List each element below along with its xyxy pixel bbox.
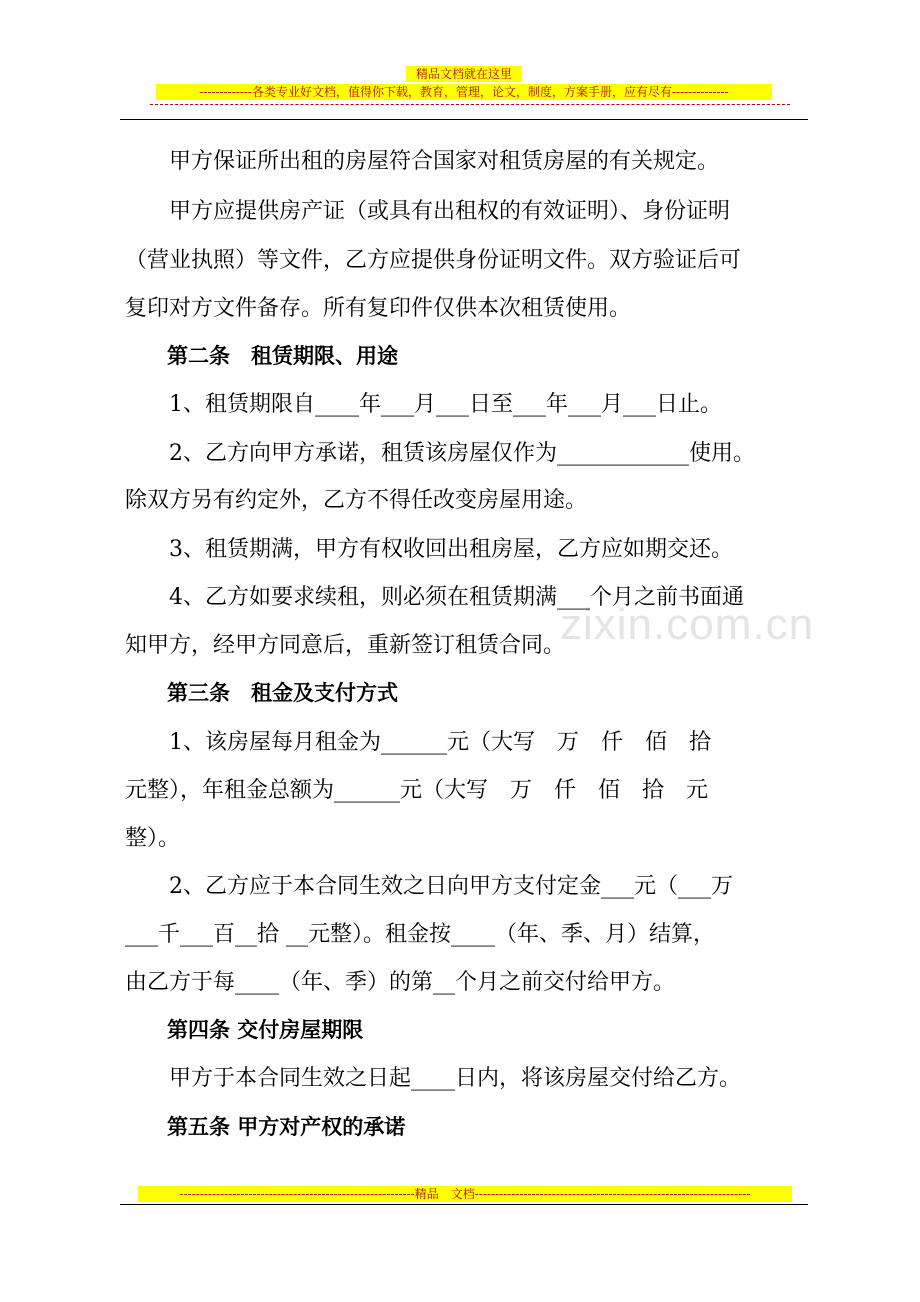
body-line: 甲方保证所出租的房屋符合国家对租赁房屋的有关规定。	[125, 149, 720, 174]
body-line: 复印对方文件备存。所有复印件仅供本次租赁使用。	[125, 296, 632, 321]
body-line: 3、租赁期满，甲方有权收回出租房屋，乙方应如期交还。	[125, 537, 733, 562]
body-line: 4、乙方如要求续租，则必须在租赁期满___个月之前书面通	[125, 585, 744, 610]
body-line: 2、乙方向甲方承诺，租赁该房屋仅作为____________使用。	[125, 441, 755, 466]
body-line: 2、乙方应于本合同生效之日向甲方支付定金___元（___万	[125, 874, 733, 899]
body-line: 1、该房屋每月租金为______元（大写 万 仟 佰 拾	[125, 730, 711, 755]
section-heading: 第四条 交付房屋期限	[125, 1018, 364, 1042]
body-line: 除双方另有约定外，乙方不得任改变房屋用途。	[125, 488, 588, 513]
body-line: 由乙方于每____（年、季）的第__个月之前交付给甲方。	[125, 970, 676, 995]
section-heading: 第三条 租金及支付方式	[125, 681, 398, 705]
header-rule	[120, 119, 808, 120]
body-line: 元整），年租金总额为______元（大写 万 仟 佰 拾 元	[125, 778, 709, 803]
watermark: zixin.com.cn	[560, 600, 815, 649]
body-line: 甲方应提供房产证（或具有出租权的有效证明）、身份证明	[125, 199, 731, 224]
footer-banner: ----------------------------------------------------------精品 文档--------------------------------------------------------------------	[138, 1186, 792, 1202]
body-line: （营业执照）等文件，乙方应提供身份证明文件。双方验证后可	[125, 248, 742, 273]
section-heading: 第五条 甲方对产权的承诺	[125, 1115, 406, 1139]
section-heading: 第二条 租赁期限、用途	[125, 344, 398, 368]
header-tagline: -------------各类专业好文档，值得你下载，教育，管理，论文，制度，方案手册，应有尽有--------------	[156, 84, 772, 100]
body-line: ___千___百__拾 __元整）。租金按____（年、季、月）结算，	[125, 922, 715, 947]
header-dashed-divider	[150, 104, 790, 105]
header-title: 精品文档就在这里	[406, 66, 522, 82]
body-line: 1、租赁期限自____年___月___日至___年___月___日止。	[125, 392, 722, 417]
body-line: 甲方于本合同生效之日起____日内，将该房屋交付给乙方。	[125, 1066, 742, 1091]
body-line: 整）。	[125, 826, 181, 851]
body-line: 知甲方，经甲方同意后，重新签订租赁合同。	[125, 633, 566, 658]
footer-rule	[120, 1204, 808, 1205]
